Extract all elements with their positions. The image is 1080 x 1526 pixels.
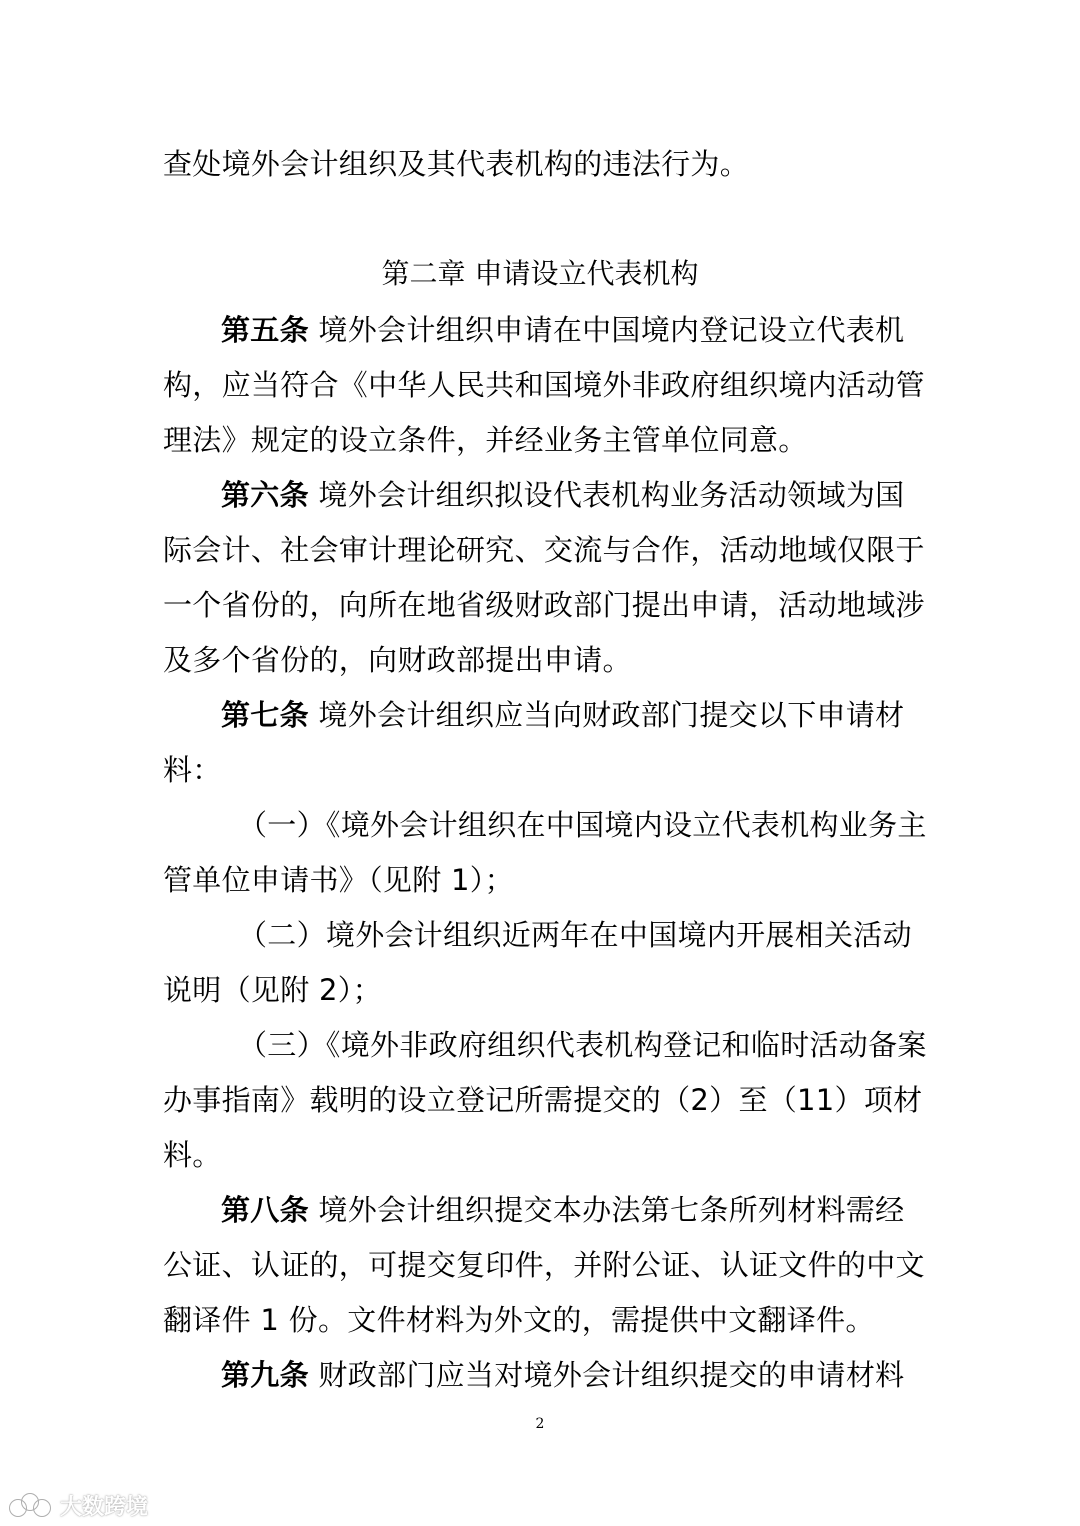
article-7-line-1 [221, 695, 921, 735]
watermark-text: 大数跨境 [60, 1494, 149, 1520]
article-5-line-1 [221, 310, 921, 350]
page-number: 2 [535, 1416, 545, 1432]
item-1-line-1: （一）《境外会计组织在中国境内设立代表机构业务主 [238, 808, 927, 842]
article-9-line-1 [221, 1355, 921, 1395]
article-6-line-1 [221, 475, 921, 515]
article-8-line-3: 翻译件 1 份。文件材料为外文的，需提供中文翻译件。 [163, 1303, 875, 1337]
item-3-line-1: （三）《境外非政府组织代表机构登记和临时活动备案 [238, 1028, 927, 1062]
article-7-text: 境外会计组织应当向财政部门提交以下申请材 [308, 698, 905, 732]
item-2-line-1: （二）境外会计组织近两年在中国境内开展相关活动 [238, 918, 912, 952]
item-2-line-2: 说明（见附 2）； [163, 973, 382, 1007]
article-5-line-2: 构，应当符合《中华人民共和国境外非政府组织境内活动管 [163, 368, 925, 402]
article-9-text: 财政部门应当对境外会计组织提交的申请材料 [308, 1358, 905, 1392]
article-8-label: 第八条 [221, 1193, 309, 1227]
item-3-line-2: 办事指南》载明的设立登记所需提交的（2）至（11）项材 [163, 1083, 923, 1117]
article-9-label: 第九条 [221, 1358, 309, 1392]
article-6-line-3: 一个省份的，向所在地省级财政部门提出申请，活动地域涉 [163, 588, 925, 622]
dashuju-logo-icon [8, 1490, 52, 1520]
article-5-text: 境外会计组织申请在中国境内登记设立代表机 [308, 313, 905, 347]
article-7-line-2: 料： [163, 753, 222, 787]
item-3-line-3: 料。 [163, 1138, 222, 1172]
article-8-line-2: 公证、认证的，可提交复印件，并附公证、认证文件的中文 [163, 1248, 925, 1282]
article-5-label: 第五条 [221, 313, 309, 347]
article-6-line-4: 及多个省份的，向财政部提出申请。 [163, 643, 632, 677]
article-6-line-2: 际会计、社会审计理论研究、交流与合作，活动地域仅限于 [163, 533, 925, 567]
article-5-line-3: 理法》规定的设立条件，并经业务主管单位同意。 [163, 423, 808, 457]
article-6-label: 第六条 [221, 478, 309, 512]
chapter-heading: 第二章 申请设立代表机构 [381, 257, 699, 290]
article-6-text: 境外会计组织拟设代表机构业务活动领域为国 [308, 478, 905, 512]
article-8-line-1 [221, 1190, 921, 1230]
watermark [8, 1488, 148, 1522]
article-8-text: 境外会计组织提交本办法第七条所列材料需经 [308, 1193, 905, 1227]
paragraph-line: 查处境外会计组织及其代表机构的违法行为。 [163, 147, 750, 181]
item-1-line-2: 管单位申请书》（见附 1）； [163, 863, 514, 897]
article-7-label: 第七条 [221, 698, 309, 732]
